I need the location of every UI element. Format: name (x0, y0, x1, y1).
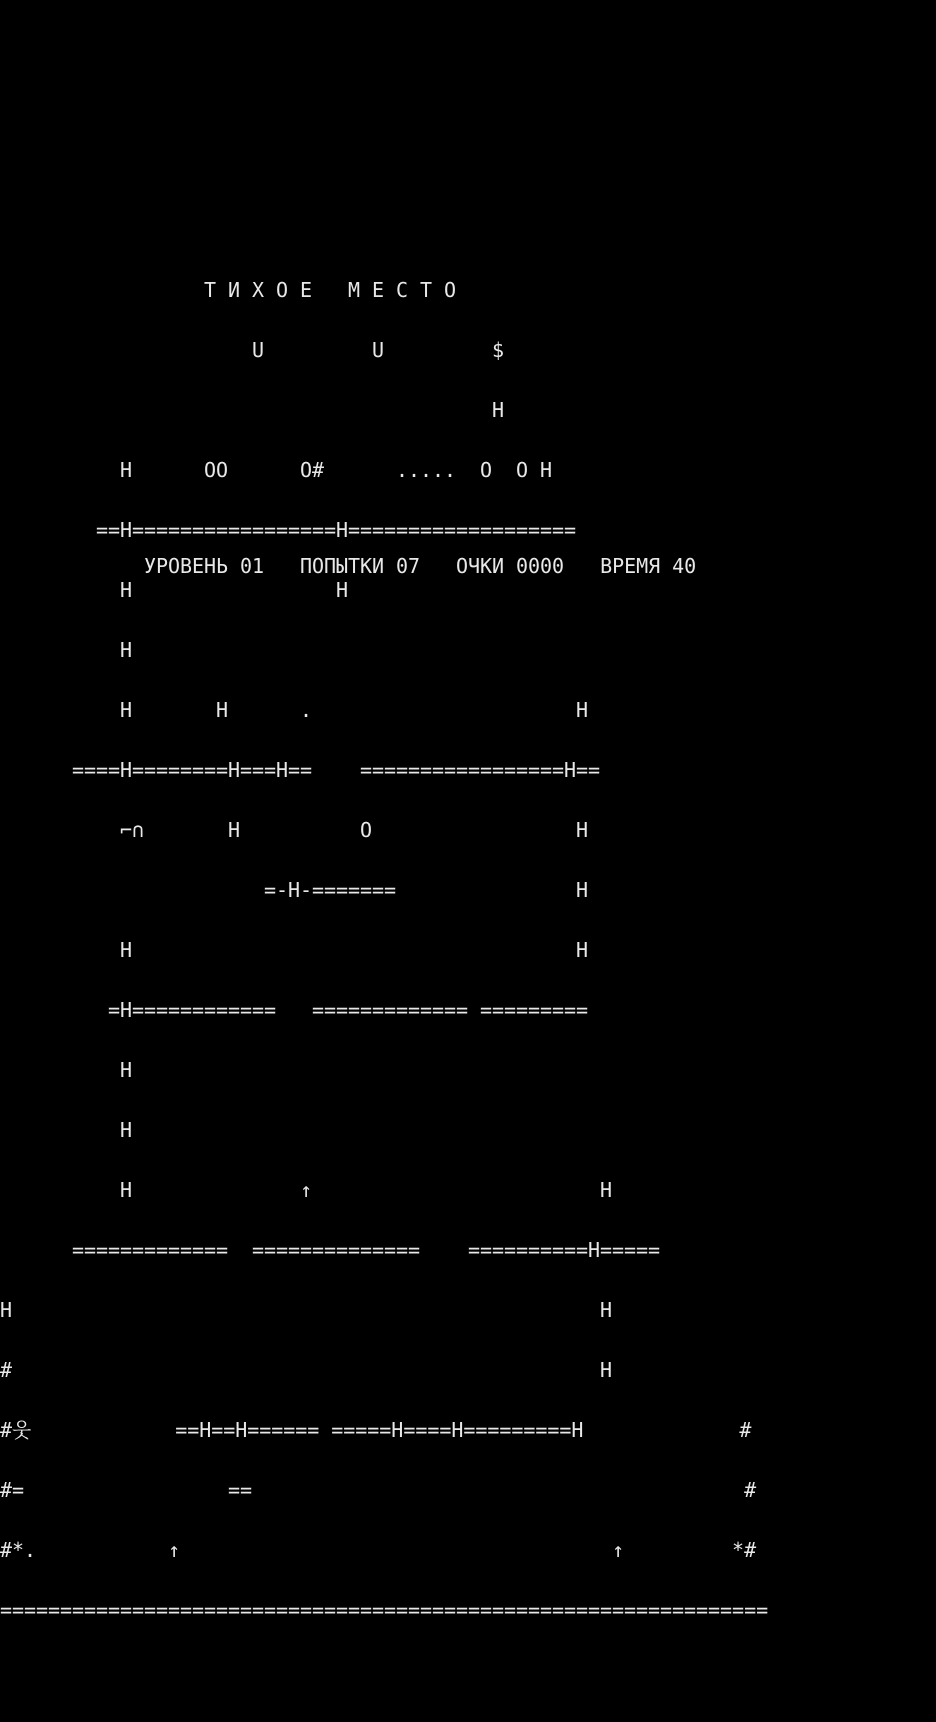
map-row: ⌐∩ H O H (0, 818, 589, 842)
map-row: H (0, 1058, 133, 1082)
map-row (0, 100, 768, 120)
map-row: #= == # (0, 1478, 757, 1502)
map-row: ============= ============== ==========H===== (0, 1238, 661, 1262)
map-row (0, 160, 768, 180)
map-row (0, 220, 768, 240)
floor-row: ================================================================ (0, 1598, 769, 1622)
map-row: U U $ (0, 338, 505, 362)
map-row: H H (0, 1298, 613, 1322)
map-row: =H============ ============= ========= (0, 998, 589, 1022)
map-row: ====H========H===H== =================H== (0, 758, 601, 782)
score-indicator: ОЧКИ 0000 (456, 554, 565, 578)
map-row: H ↑ H (0, 1178, 613, 1202)
status-bar (96, 536, 696, 596)
map-row (0, 1660, 768, 1680)
level-title: Т И Х О Е М Е С Т О (0, 278, 457, 302)
map-row (0, 40, 768, 60)
map-row: ==H=================H=================== (0, 518, 577, 542)
map-row: =-H-======= H (0, 878, 589, 902)
map-row: H H (0, 578, 349, 602)
map-row: H (0, 1118, 133, 1142)
map-row: H (0, 638, 133, 662)
map-row: H H . H (0, 698, 589, 722)
map-row: #*. ↑ ↑ *# (0, 1538, 757, 1562)
map-row: H (0, 398, 505, 422)
map-row: H OO O# ..... O O H (0, 458, 553, 482)
attempts-indicator: ПОПЫТКИ 07 (300, 554, 421, 578)
map-row: # H (0, 1358, 613, 1382)
map-row: #웃 ==H==H====== =====H====H=========H # (0, 1418, 752, 1442)
level-indicator: УРОВЕНЬ 01 (144, 554, 265, 578)
time-indicator: ВРЕМЯ 40 (600, 554, 697, 578)
map-row: H H (0, 938, 589, 962)
